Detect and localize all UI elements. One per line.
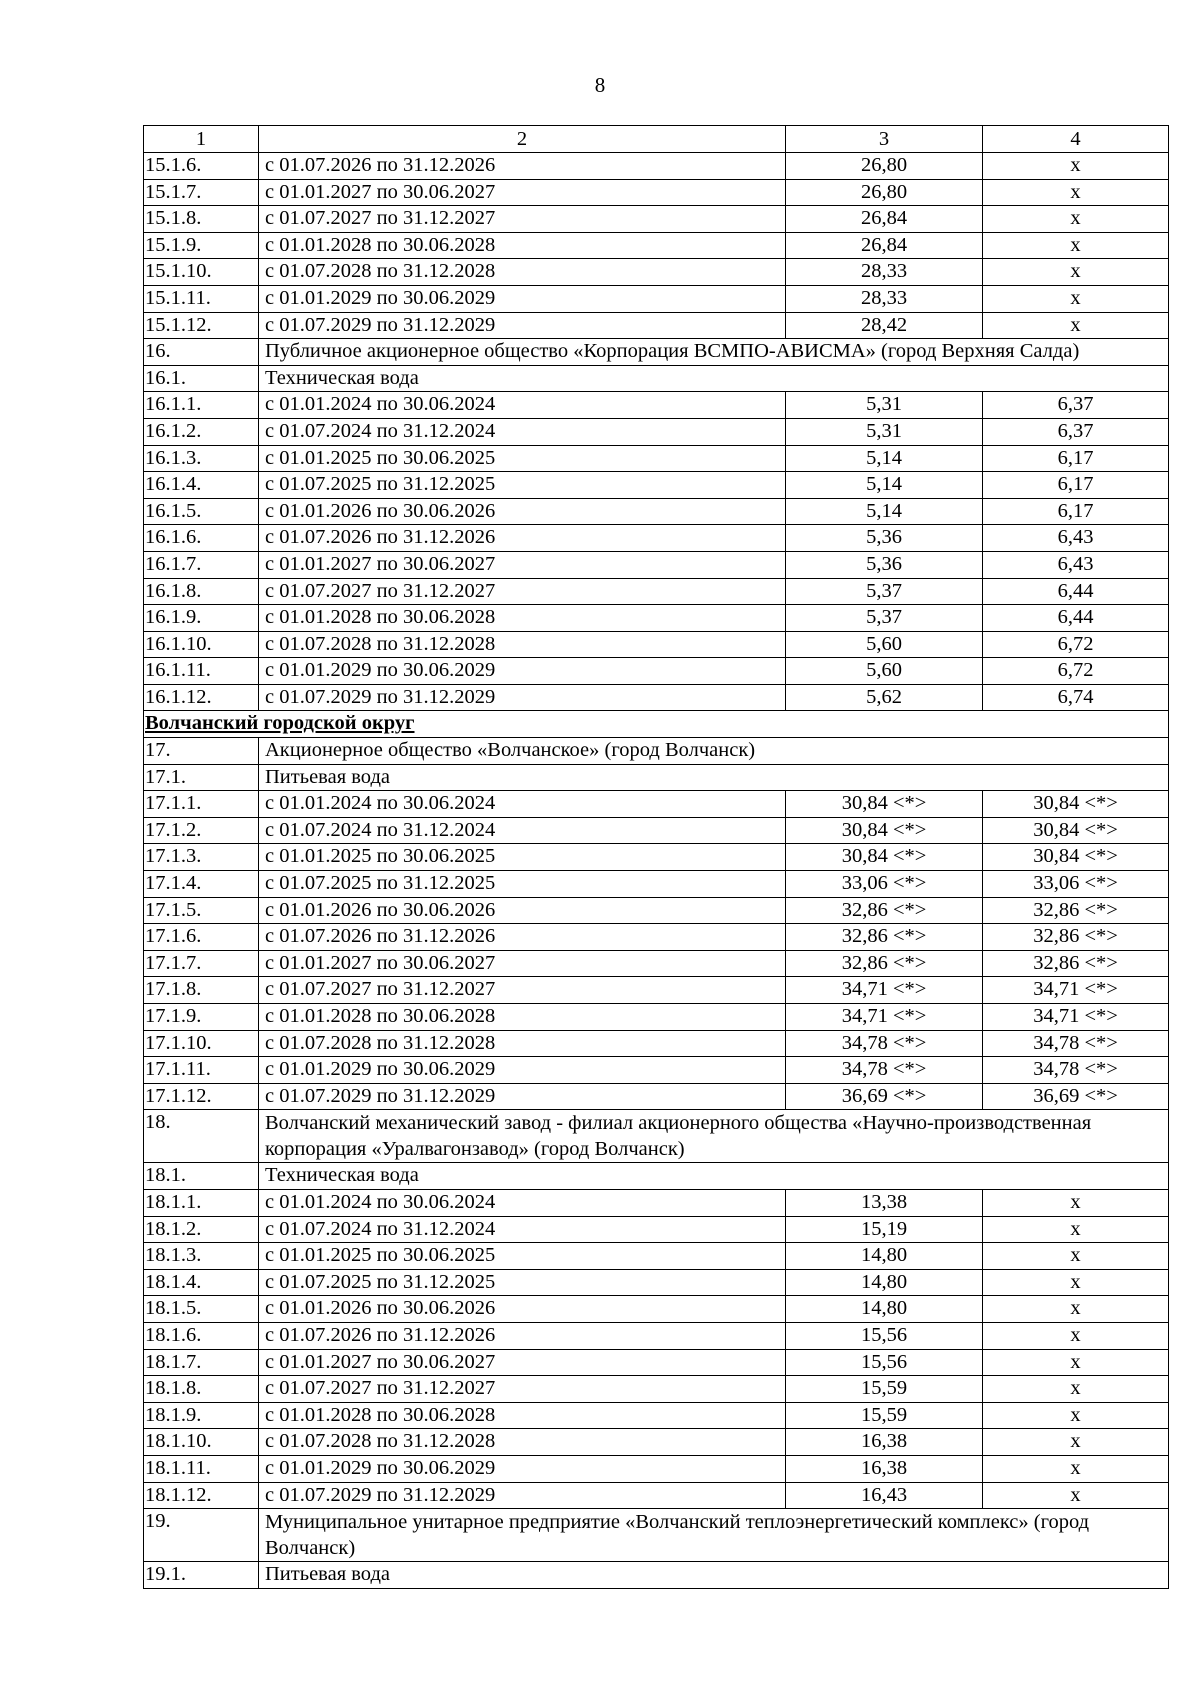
period-cell: с 01.01.2027 по 30.06.2027 xyxy=(259,179,786,206)
tariff-col3-cell: 30,84 <*> xyxy=(786,791,983,818)
period-cell: с 01.01.2029 по 30.06.2029 xyxy=(259,1455,786,1482)
period-cell: с 01.07.2026 по 31.12.2026 xyxy=(259,525,786,552)
period-cell: с 01.01.2026 по 30.06.2026 xyxy=(259,1296,786,1323)
tariff-col4-cell: х xyxy=(983,1429,1169,1456)
tariff-col3-cell: 28,42 xyxy=(786,312,983,339)
tariff-col4-cell: х xyxy=(983,1189,1169,1216)
table-row xyxy=(144,1216,1169,1243)
row-number: 18.1.6. xyxy=(144,1322,259,1349)
period-cell: с 01.07.2028 по 31.12.2028 xyxy=(259,1030,786,1057)
row-number: 16.1.10. xyxy=(144,631,259,658)
period-cell: с 01.01.2026 по 30.06.2026 xyxy=(259,897,786,924)
tariff-col4-cell: х xyxy=(983,259,1169,286)
table-row xyxy=(144,950,1169,977)
tariff-col4-cell: 32,86 <*> xyxy=(983,897,1169,924)
organization-name: Техническая вода xyxy=(259,1163,1169,1190)
period-cell: с 01.01.2025 по 30.06.2025 xyxy=(259,844,786,871)
table-row xyxy=(144,897,1169,924)
tariff-col3-cell: 26,84 xyxy=(786,232,983,259)
row-number: 19. xyxy=(144,1509,259,1562)
tariff-col4-cell: 30,84 <*> xyxy=(983,844,1169,871)
table-row xyxy=(144,791,1169,818)
tariff-col4-cell: 34,71 <*> xyxy=(983,977,1169,1004)
tariff-col3-cell: 5,14 xyxy=(786,445,983,472)
tariff-col3-cell: 34,78 <*> xyxy=(786,1057,983,1084)
tariff-col4-cell: 6,72 xyxy=(983,658,1169,685)
tariff-col4-cell: х xyxy=(983,1243,1169,1270)
table-row xyxy=(144,525,1169,552)
tariff-col3-cell: 5,62 xyxy=(786,684,983,711)
tariff-col3-cell: 32,86 <*> xyxy=(786,950,983,977)
table-row xyxy=(144,259,1169,286)
period-cell: с 01.07.2025 по 31.12.2025 xyxy=(259,472,786,499)
period-cell: с 01.01.2028 по 30.06.2028 xyxy=(259,605,786,632)
period-cell: с 01.07.2025 по 31.12.2025 xyxy=(259,871,786,898)
table-row xyxy=(144,153,1169,180)
period-cell: с 01.01.2029 по 30.06.2029 xyxy=(259,1057,786,1084)
tariff-col4-cell: 34,78 <*> xyxy=(983,1057,1169,1084)
period-cell: с 01.07.2028 по 31.12.2028 xyxy=(259,631,786,658)
table-row xyxy=(144,871,1169,898)
page-number: 8 xyxy=(594,73,606,97)
row-number: 18.1.11. xyxy=(144,1455,259,1482)
organization-row xyxy=(144,339,1169,366)
tariff-col4-cell: 6,37 xyxy=(983,418,1169,445)
row-number: 16.1.8. xyxy=(144,578,259,605)
table-row xyxy=(144,1349,1169,1376)
row-number: 16.1.9. xyxy=(144,605,259,632)
tariff-col4-cell: 6,44 xyxy=(983,605,1169,632)
period-cell: с 01.07.2029 по 31.12.2029 xyxy=(259,1083,786,1110)
row-number: 18.1.1. xyxy=(144,1189,259,1216)
period-cell: с 01.07.2024 по 31.12.2024 xyxy=(259,418,786,445)
tariff-col3-cell: 26,80 xyxy=(786,153,983,180)
period-cell: с 01.07.2027 по 31.12.2027 xyxy=(259,578,786,605)
table-row xyxy=(144,1455,1169,1482)
organization-row xyxy=(144,1163,1169,1190)
table-header-row xyxy=(144,126,1169,153)
organization-name: Волчанский механический завод - филиал акционерного общества «Научно-производственная корпорация «Уралвагонзавод» (город Волчанск) xyxy=(259,1110,1169,1163)
row-number: 17.1.8. xyxy=(144,977,259,1004)
table-row xyxy=(144,631,1169,658)
tariff-col4-cell: 6,72 xyxy=(983,631,1169,658)
tariff-col3-cell: 34,71 <*> xyxy=(786,1004,983,1031)
tariff-col4-cell: х xyxy=(983,179,1169,206)
table-row xyxy=(144,445,1169,472)
tariff-col3-cell: 5,14 xyxy=(786,472,983,499)
table-row xyxy=(144,1402,1169,1429)
header-cell-3: 3 xyxy=(786,126,983,153)
row-number: 17.1.4. xyxy=(144,871,259,898)
organization-name: Питьевая вода xyxy=(259,764,1169,791)
row-number: 18.1.2. xyxy=(144,1216,259,1243)
row-number: 15.1.12. xyxy=(144,312,259,339)
tariff-col4-cell: 30,84 <*> xyxy=(983,817,1169,844)
tariff-col4-cell: х xyxy=(983,285,1169,312)
tariff-table-body xyxy=(144,126,1169,1589)
tariff-col3-cell: 15,19 xyxy=(786,1216,983,1243)
period-cell: с 01.07.2026 по 31.12.2026 xyxy=(259,1322,786,1349)
tariff-col4-cell: х xyxy=(983,312,1169,339)
tariff-col4-cell: х xyxy=(983,1455,1169,1482)
district-title: Волчанский городской округ xyxy=(144,711,1169,738)
row-number: 18.1.8. xyxy=(144,1376,259,1403)
row-number: 17.1.5. xyxy=(144,897,259,924)
tariff-col4-cell: 36,69 <*> xyxy=(983,1083,1169,1110)
row-number: 18.1.4. xyxy=(144,1269,259,1296)
table-row xyxy=(144,977,1169,1004)
table-row xyxy=(144,312,1169,339)
period-cell: с 01.01.2027 по 30.06.2027 xyxy=(259,551,786,578)
period-cell: с 01.07.2028 по 31.12.2028 xyxy=(259,1429,786,1456)
tariff-col4-cell: х xyxy=(983,1349,1169,1376)
row-number: 18.1.7. xyxy=(144,1349,259,1376)
period-cell: с 01.01.2029 по 30.06.2029 xyxy=(259,658,786,685)
row-number: 17.1.3. xyxy=(144,844,259,871)
tariff-col3-cell: 15,59 xyxy=(786,1376,983,1403)
tariff-col4-cell: х xyxy=(983,1296,1169,1323)
organization-row xyxy=(144,1562,1169,1589)
table-row xyxy=(144,179,1169,206)
period-cell: с 01.07.2024 по 31.12.2024 xyxy=(259,1216,786,1243)
tariff-col3-cell: 14,80 xyxy=(786,1296,983,1323)
table-row xyxy=(144,1482,1169,1509)
organization-name: Акционерное общество «Волчанское» (город Волчанск) xyxy=(259,738,1169,765)
tariff-col4-cell: 30,84 <*> xyxy=(983,791,1169,818)
tariff-col4-cell: х xyxy=(983,1482,1169,1509)
row-number: 16.1.7. xyxy=(144,551,259,578)
table-row xyxy=(144,285,1169,312)
table-row xyxy=(144,844,1169,871)
tariff-col3-cell: 5,60 xyxy=(786,658,983,685)
header-cell-1: 1 xyxy=(144,126,259,153)
tariff-col4-cell: 32,86 <*> xyxy=(983,924,1169,951)
table-row xyxy=(144,605,1169,632)
row-number: 17.1.1. xyxy=(144,791,259,818)
table-row xyxy=(144,1376,1169,1403)
row-number: 16. xyxy=(144,339,259,366)
table-row xyxy=(144,206,1169,233)
row-number: 18.1.5. xyxy=(144,1296,259,1323)
tariff-col3-cell: 36,69 <*> xyxy=(786,1083,983,1110)
tariff-table xyxy=(143,125,1169,1589)
row-number: 16.1.11. xyxy=(144,658,259,685)
row-number: 16.1.1. xyxy=(144,392,259,419)
table-row xyxy=(144,392,1169,419)
tariff-col4-cell: 6,17 xyxy=(983,445,1169,472)
period-cell: с 01.01.2027 по 30.06.2027 xyxy=(259,950,786,977)
row-number: 15.1.11. xyxy=(144,285,259,312)
row-number: 17. xyxy=(144,738,259,765)
table-row xyxy=(144,472,1169,499)
tariff-col3-cell: 16,43 xyxy=(786,1482,983,1509)
row-number: 18.1.10. xyxy=(144,1429,259,1456)
tariff-col4-cell: х xyxy=(983,1322,1169,1349)
tariff-col3-cell: 5,31 xyxy=(786,392,983,419)
row-number: 18.1. xyxy=(144,1163,259,1190)
table-row xyxy=(144,1243,1169,1270)
tariff-col3-cell: 13,38 xyxy=(786,1189,983,1216)
tariff-col4-cell: 34,78 <*> xyxy=(983,1030,1169,1057)
tariff-col3-cell: 28,33 xyxy=(786,259,983,286)
period-cell: с 01.01.2024 по 30.06.2024 xyxy=(259,1189,786,1216)
row-number: 15.1.8. xyxy=(144,206,259,233)
table-row xyxy=(144,1269,1169,1296)
row-number: 17.1.11. xyxy=(144,1057,259,1084)
tariff-col3-cell: 5,36 xyxy=(786,551,983,578)
tariff-col3-cell: 5,36 xyxy=(786,525,983,552)
table-row xyxy=(144,924,1169,951)
tariff-col3-cell: 5,37 xyxy=(786,605,983,632)
period-cell: с 01.01.2025 по 30.06.2025 xyxy=(259,445,786,472)
row-number: 16.1.6. xyxy=(144,525,259,552)
tariff-col3-cell: 5,31 xyxy=(786,418,983,445)
row-number: 16.1.4. xyxy=(144,472,259,499)
row-number: 15.1.10. xyxy=(144,259,259,286)
tariff-col4-cell: 6,37 xyxy=(983,392,1169,419)
tariff-col4-cell: х xyxy=(983,1216,1169,1243)
organization-row xyxy=(144,365,1169,392)
tariff-col3-cell: 34,71 <*> xyxy=(786,977,983,1004)
organization-row xyxy=(144,764,1169,791)
period-cell: с 01.07.2027 по 31.12.2027 xyxy=(259,977,786,1004)
table-row xyxy=(144,684,1169,711)
row-number: 17.1.2. xyxy=(144,817,259,844)
table-row xyxy=(144,551,1169,578)
tariff-col4-cell: х xyxy=(983,1269,1169,1296)
tariff-col3-cell: 5,37 xyxy=(786,578,983,605)
tariff-col3-cell: 15,56 xyxy=(786,1349,983,1376)
tariff-col4-cell: х xyxy=(983,1402,1169,1429)
row-number: 15.1.6. xyxy=(144,153,259,180)
period-cell: с 01.07.2024 по 31.12.2024 xyxy=(259,817,786,844)
row-number: 17.1.9. xyxy=(144,1004,259,1031)
row-number: 18.1.3. xyxy=(144,1243,259,1270)
period-cell: с 01.01.2024 по 30.06.2024 xyxy=(259,791,786,818)
tariff-col3-cell: 5,60 xyxy=(786,631,983,658)
table-row xyxy=(144,498,1169,525)
row-number: 18. xyxy=(144,1110,259,1163)
tariff-col4-cell: 6,44 xyxy=(983,578,1169,605)
tariff-col3-cell: 14,80 xyxy=(786,1269,983,1296)
tariff-col3-cell: 16,38 xyxy=(786,1429,983,1456)
table-row xyxy=(144,1429,1169,1456)
period-cell: с 01.07.2028 по 31.12.2028 xyxy=(259,259,786,286)
row-number: 17.1.7. xyxy=(144,950,259,977)
period-cell: с 01.07.2026 по 31.12.2026 xyxy=(259,924,786,951)
row-number: 16.1.2. xyxy=(144,418,259,445)
table-row xyxy=(144,418,1169,445)
table-row xyxy=(144,1189,1169,1216)
tariff-col4-cell: 6,43 xyxy=(983,525,1169,552)
tariff-col4-cell: 6,74 xyxy=(983,684,1169,711)
row-number: 16.1.5. xyxy=(144,498,259,525)
tariff-col3-cell: 34,78 <*> xyxy=(786,1030,983,1057)
row-number: 15.1.9. xyxy=(144,232,259,259)
table-row xyxy=(144,1083,1169,1110)
period-cell: с 01.07.2027 по 31.12.2027 xyxy=(259,206,786,233)
table-row xyxy=(144,658,1169,685)
period-cell: с 01.07.2026 по 31.12.2026 xyxy=(259,153,786,180)
period-cell: с 01.07.2029 по 31.12.2029 xyxy=(259,1482,786,1509)
tariff-col3-cell: 26,80 xyxy=(786,179,983,206)
tariff-col3-cell: 14,80 xyxy=(786,1243,983,1270)
row-number: 17.1.12. xyxy=(144,1083,259,1110)
row-number: 15.1.7. xyxy=(144,179,259,206)
tariff-col4-cell: х xyxy=(983,1376,1169,1403)
organization-name: Муниципальное унитарное предприятие «Волчанский теплоэнергетический комплекс» (город Волчанск) xyxy=(259,1509,1169,1562)
tariff-col4-cell: 33,06 <*> xyxy=(983,871,1169,898)
organization-row xyxy=(144,1110,1169,1163)
tariff-col3-cell: 28,33 xyxy=(786,285,983,312)
period-cell: с 01.07.2029 по 31.12.2029 xyxy=(259,312,786,339)
tariff-col4-cell: 32,86 <*> xyxy=(983,950,1169,977)
tariff-col3-cell: 33,06 <*> xyxy=(786,871,983,898)
period-cell: с 01.01.2028 по 30.06.2028 xyxy=(259,1402,786,1429)
period-cell: с 01.01.2028 по 30.06.2028 xyxy=(259,1004,786,1031)
row-number: 17.1.6. xyxy=(144,924,259,951)
row-number: 18.1.12. xyxy=(144,1482,259,1509)
period-cell: с 01.01.2026 по 30.06.2026 xyxy=(259,498,786,525)
tariff-col3-cell: 32,86 <*> xyxy=(786,924,983,951)
organization-row xyxy=(144,1509,1169,1562)
period-cell: с 01.07.2029 по 31.12.2029 xyxy=(259,684,786,711)
organization-name: Публичное акционерное общество «Корпорация ВСМПО-АВИСМА» (город Верхняя Салда) xyxy=(259,339,1169,366)
tariff-col4-cell: х xyxy=(983,206,1169,233)
header-cell-4: 4 xyxy=(983,126,1169,153)
organization-name: Техническая вода xyxy=(259,365,1169,392)
tariff-col3-cell: 30,84 <*> xyxy=(786,817,983,844)
table-row xyxy=(144,578,1169,605)
header-cell-2: 2 xyxy=(259,126,786,153)
tariff-col4-cell: 34,71 <*> xyxy=(983,1004,1169,1031)
row-number: 18.1.9. xyxy=(144,1402,259,1429)
row-number: 16.1.3. xyxy=(144,445,259,472)
organization-name: Питьевая вода xyxy=(259,1562,1169,1589)
row-number: 16.1.12. xyxy=(144,684,259,711)
tariff-col4-cell: х xyxy=(983,232,1169,259)
row-number: 17.1. xyxy=(144,764,259,791)
tariff-col3-cell: 15,59 xyxy=(786,1402,983,1429)
row-number: 16.1. xyxy=(144,365,259,392)
tariff-col4-cell: 6,17 xyxy=(983,498,1169,525)
tariff-col4-cell: 6,17 xyxy=(983,472,1169,499)
table-row xyxy=(144,1057,1169,1084)
tariff-col3-cell: 26,84 xyxy=(786,206,983,233)
tariff-col4-cell: 6,43 xyxy=(983,551,1169,578)
table-row xyxy=(144,817,1169,844)
period-cell: с 01.01.2028 по 30.06.2028 xyxy=(259,232,786,259)
tariff-col3-cell: 30,84 <*> xyxy=(786,844,983,871)
table-row xyxy=(144,1030,1169,1057)
tariff-col3-cell: 16,38 xyxy=(786,1455,983,1482)
table-row xyxy=(144,232,1169,259)
period-cell: с 01.01.2029 по 30.06.2029 xyxy=(259,285,786,312)
period-cell: с 01.01.2024 по 30.06.2024 xyxy=(259,392,786,419)
table-row xyxy=(144,1004,1169,1031)
period-cell: с 01.07.2025 по 31.12.2025 xyxy=(259,1269,786,1296)
organization-row xyxy=(144,738,1169,765)
district-row xyxy=(144,711,1169,738)
row-number: 19.1. xyxy=(144,1562,259,1589)
period-cell: с 01.07.2027 по 31.12.2027 xyxy=(259,1376,786,1403)
tariff-col3-cell: 15,56 xyxy=(786,1322,983,1349)
period-cell: с 01.01.2027 по 30.06.2027 xyxy=(259,1349,786,1376)
tariff-col3-cell: 32,86 <*> xyxy=(786,897,983,924)
tariff-col4-cell: х xyxy=(983,153,1169,180)
table-row xyxy=(144,1322,1169,1349)
table-row xyxy=(144,1296,1169,1323)
tariff-col3-cell: 5,14 xyxy=(786,498,983,525)
row-number: 17.1.10. xyxy=(144,1030,259,1057)
period-cell: с 01.01.2025 по 30.06.2025 xyxy=(259,1243,786,1270)
